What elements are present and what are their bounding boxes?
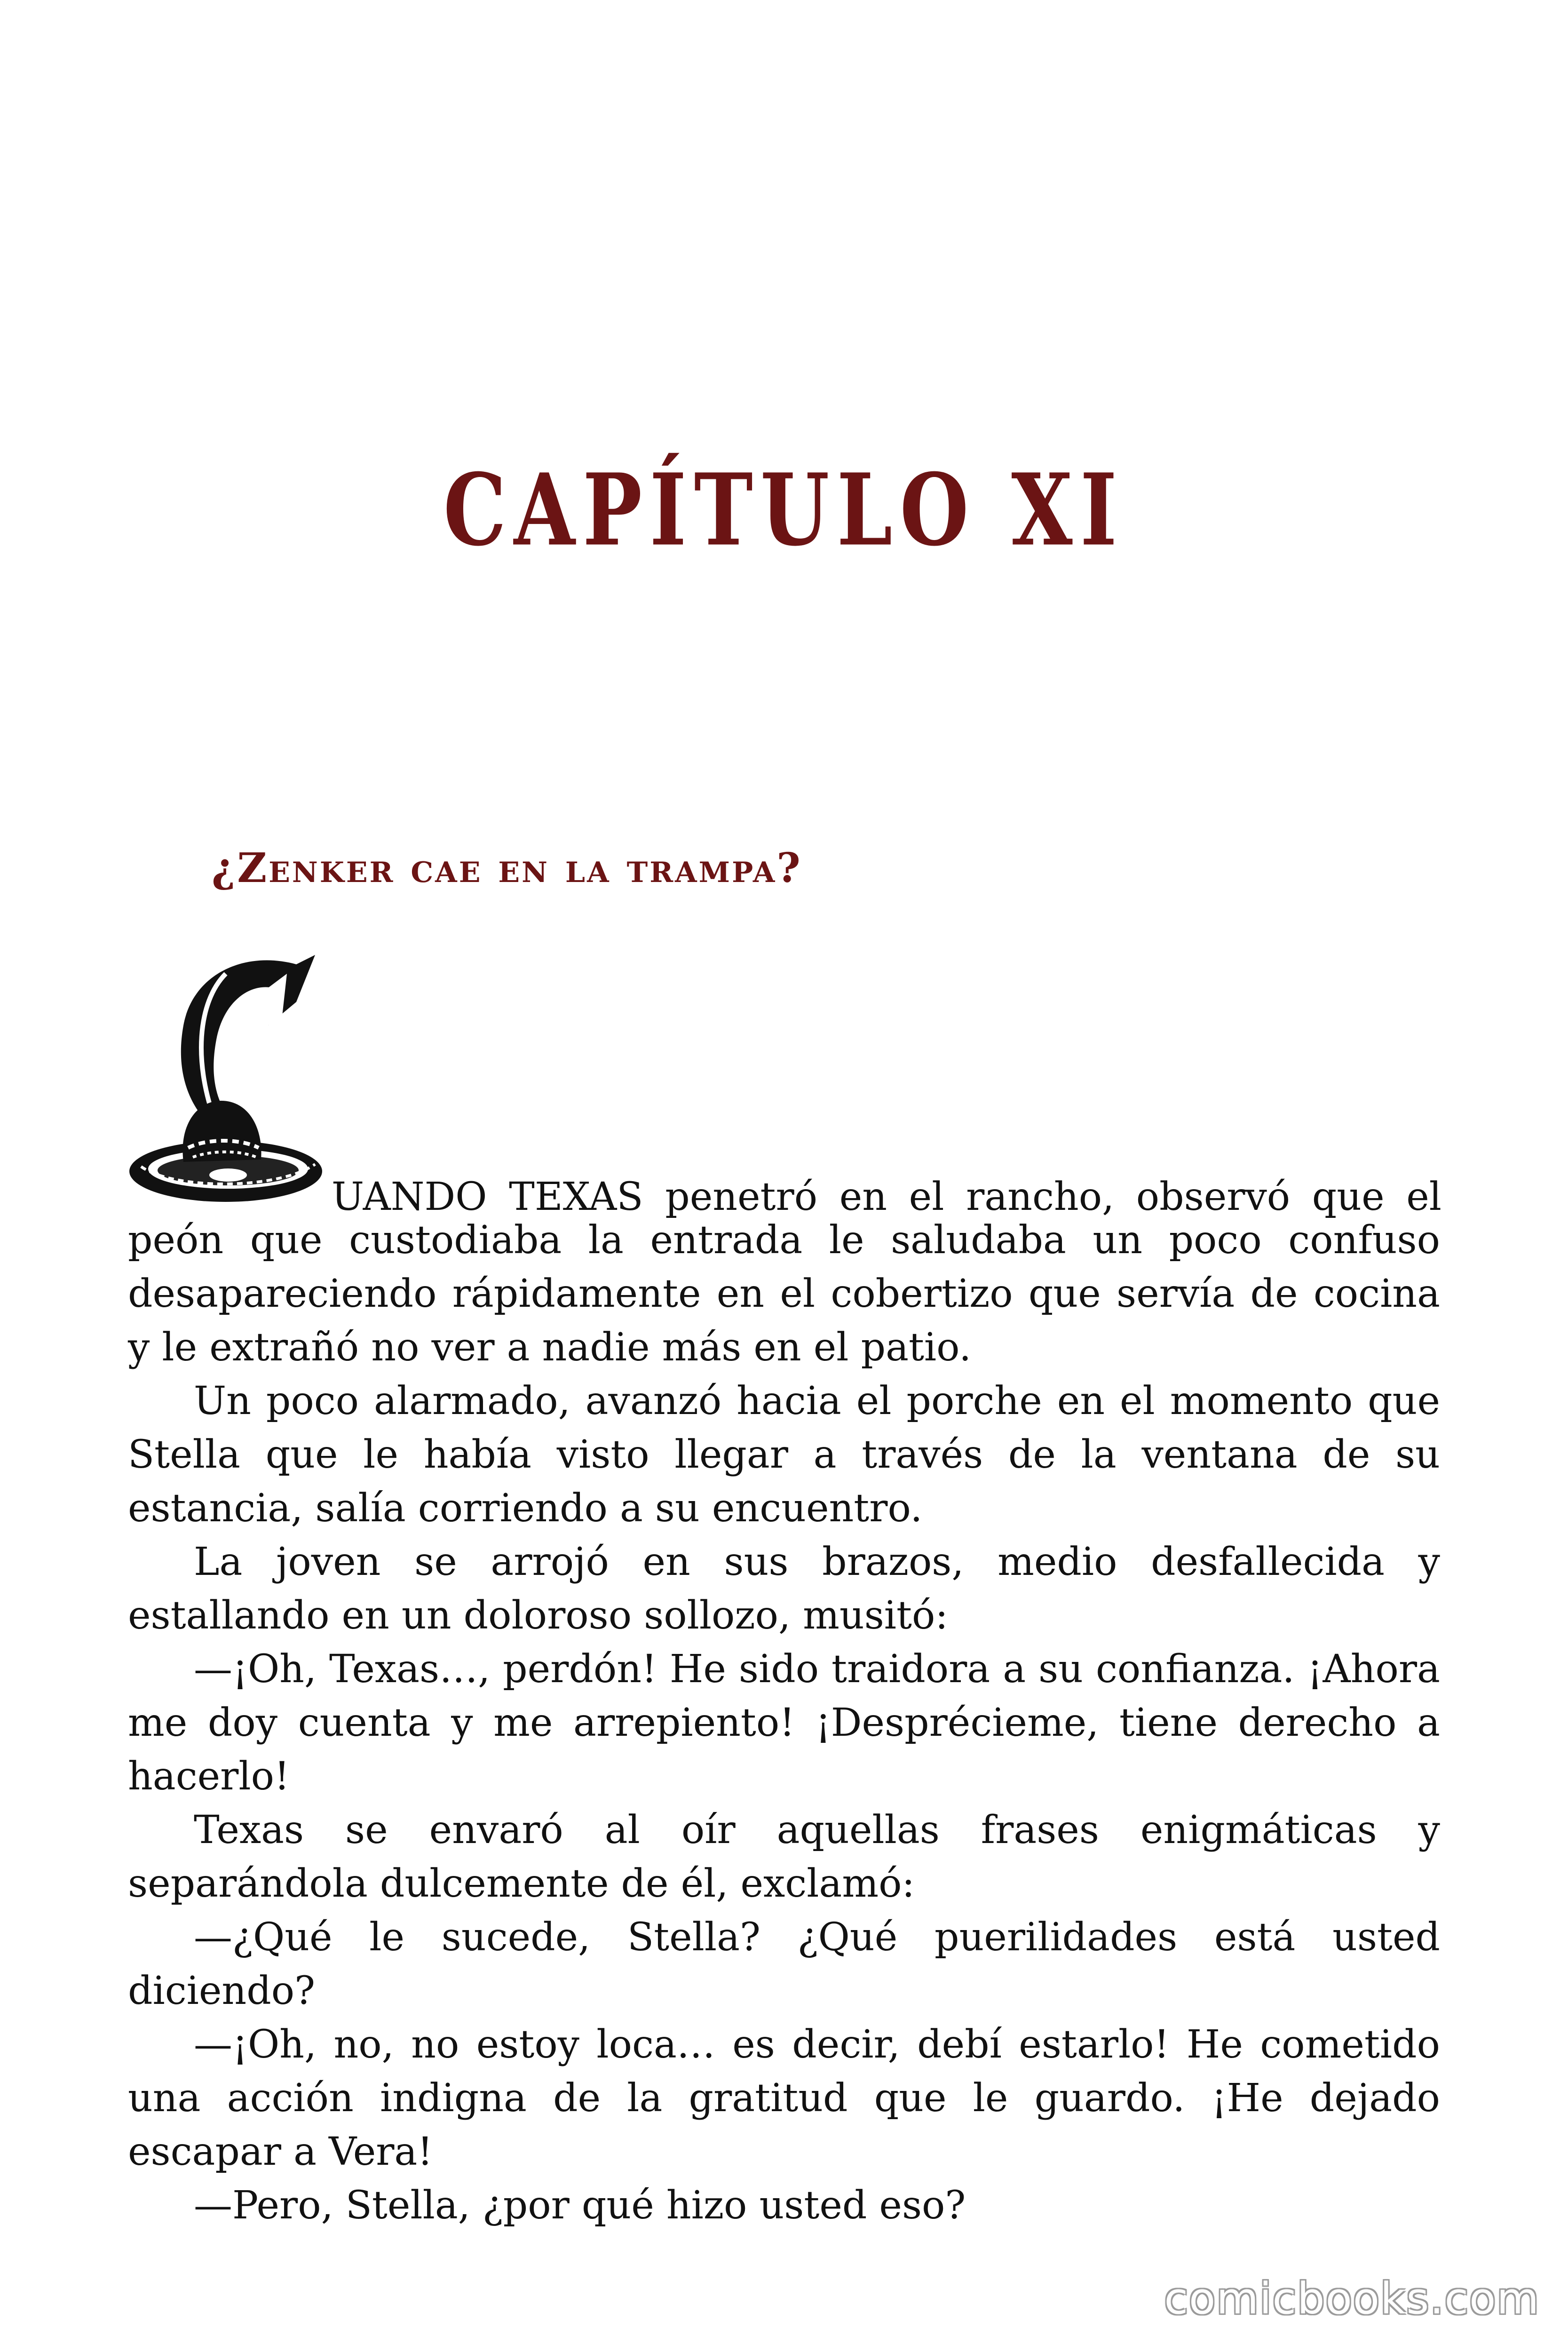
chapter-title: CAPÍTULO XI xyxy=(443,452,1125,568)
paragraph: —¡Oh, no, no estoy loca… es decir, debí estarlo! He cometido una acción indigna de la gratitud que le guardo. ¡He dejado escapar a Vera! xyxy=(128,2022,1440,2174)
dropcap-c xyxy=(127,946,334,1209)
paragraph: peón que custodiaba la entrada le saludaba un poco confuso desapareciendo rápidamente en el cobertizo que servía de cocina y le extrañó no ver a nadie más en el patio. xyxy=(128,1218,1440,1370)
paragraph: Texas se envaró al oír aquellas frases enigmáticas y separándola dulcemente de él, exclamó: xyxy=(128,1808,1440,1906)
sombrero-icon xyxy=(127,946,334,1209)
paragraph: —Pero, Stella, ¿por qué hizo usted eso? xyxy=(194,2183,966,2228)
watermark: comicbooks.com xyxy=(1164,2273,1540,2324)
paragraph: —¿Qué le sucede, Stella? ¿Qué puerilidades está usted diciendo? xyxy=(128,1915,1440,2013)
chapter-subtitle: ¿Zenker cae en la trampa? xyxy=(212,844,802,892)
first-line: UANDO TEXAS penetró en el rancho, observó que el xyxy=(332,1175,1441,1219)
body-text xyxy=(128,1214,1440,2233)
paragraph: La joven se arrojó en sus brazos, medio desfallecida y estallando en un doloroso sollozo, musitó: xyxy=(128,1540,1440,1638)
paragraph: —¡Oh, Texas…, perdón! He sido traidora a su confianza. ¡Ahora me doy cuenta y me arrepiento! ¡Desprécieme, tiene derecho a hacerlo! xyxy=(128,1647,1440,1799)
paragraph: Un poco alarmado, avanzó hacia el porche en el momento que Stella que le había visto llegar a través de la ventana de su estancia, salía corriendo a su encuentro. xyxy=(128,1379,1440,1531)
